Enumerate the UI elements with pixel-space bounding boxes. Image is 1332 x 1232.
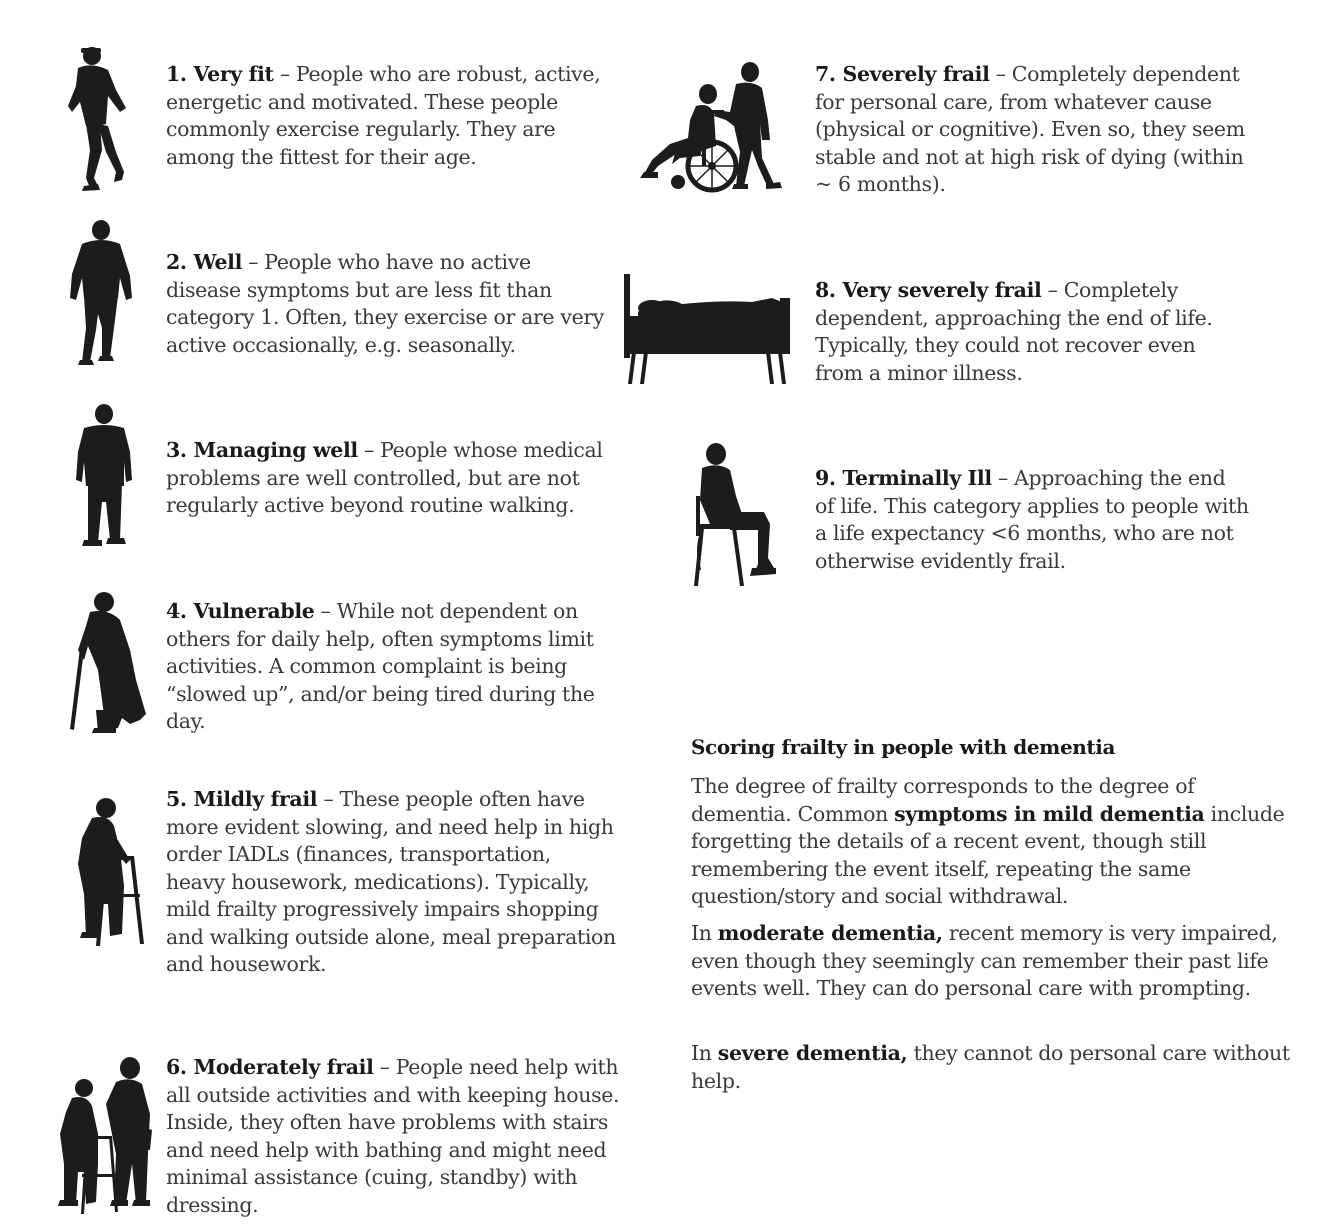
person-in-bed-silhouette-icon bbox=[622, 272, 794, 386]
dementia-heading: Scoring frailty in people with dementia bbox=[691, 735, 1116, 759]
category-9-text: Approaching the end of life. This category applies to people with a life expectancy <6 months, who are not otherwise evidently frail. bbox=[815, 466, 1249, 573]
category-8-description: 8. Very severely frail – Completely dependent, approaching the end of life. Typically, they could not recover even from a minor illness. bbox=[815, 278, 1213, 385]
category-6-title: 6. Moderately frail bbox=[166, 1055, 374, 1079]
walking-man-silhouette-icon bbox=[68, 218, 134, 366]
category-3-description: 3. Managing well – People whose medical problems are well controlled, but are not regularly active beyond routine walking. bbox=[166, 438, 603, 517]
category-4-description: 4. Vulnerable – While not dependent on others for daily help, often symptoms limit activities. A common complaint is being “slowed up”, and/or being tired during the day. bbox=[166, 599, 595, 733]
category-3-text: People whose medical problems are well controlled, but are not regularly active beyond routine walking. bbox=[166, 438, 603, 517]
category-6-description: 6. Moderately frail – People need help with all outside activities and with keeping house. Inside, they often have problems with stairs and need help with bathing and might need minimal assistance (cuing, standby) with dressing. bbox=[166, 1055, 620, 1217]
person-with-cane-silhouette-icon bbox=[66, 590, 148, 734]
category-3-title: 3. Managing well bbox=[166, 438, 358, 462]
seated-man-silhouette-icon bbox=[692, 440, 778, 590]
category-9-title: 9. Terminally Ill bbox=[815, 466, 992, 490]
mild-dementia-emphasis: symptoms in mild dementia bbox=[894, 801, 1205, 826]
person-with-walker-silhouette-icon bbox=[70, 794, 148, 946]
dementia-mild-paragraph: The degree of frailty corresponds to the degree of dementia. Common symptoms in mild dementia include forgetting the details of a recent event, though still remembering the event itself, repeating the same question/story and social withdrawal. bbox=[691, 774, 1285, 908]
category-5-text: These people often have more evident slowing, and need help in high order IADLs (finances, transportation, heavy housework, medications). Typically, mild frailty progressively impairs shopping and walking outside alone, meal preparation and housework. bbox=[166, 787, 616, 976]
standing-man-silhouette-icon bbox=[74, 402, 134, 548]
category-6-text: People need help with all outside activities and with keeping house. Inside, they often have problems with stairs and need help with bathing and might need minimal assistance (cuing, standby) with dressing. bbox=[166, 1055, 620, 1217]
category-7-text: Completely dependent for personal care, from whatever cause (physical or cognitive). Even so, they seem stable and not at high risk of dying (within ~ 6 months). bbox=[815, 62, 1245, 196]
category-2-text: People who have no active disease symptoms but are less fit than category 1. Often, they exercise or are very active occasionally, e.g. seasonally. bbox=[166, 250, 605, 357]
category-4-title: 4. Vulnerable bbox=[166, 599, 315, 623]
dementia-severe-paragraph: In severe dementia, they cannot do personal care without help. bbox=[691, 1041, 1290, 1093]
category-7-title: 7. Severely frail bbox=[815, 62, 990, 86]
category-1-description: 1. Very fit – People who are robust, active, energetic and motivated. These people commonly exercise regularly. They are among the fittest for their age. bbox=[166, 62, 601, 169]
category-5-description: 5. Mildly frail – These people often have more evident slowing, and need help in high order IADLs (finances, transportation, heavy housework, medications). Typically, mild frailty progressively impairs shopping and walking outside alone, meal preparation and housework. bbox=[166, 787, 616, 976]
moderate-dementia-emphasis: moderate dementia, bbox=[717, 921, 943, 945]
category-8-title: 8. Very severely frail bbox=[815, 278, 1042, 302]
severe-dementia-emphasis: severe dementia, bbox=[717, 1041, 908, 1065]
category-8-text: Completely dependent, approaching the end of life. Typically, they could not recover even from a minor illness. bbox=[815, 278, 1213, 385]
category-9-description: 9. Terminally Ill – Approaching the end of life. This category applies to people with a life expectancy <6 months, who are not otherwise evidently frail. bbox=[815, 466, 1249, 573]
category-2-description: 2. Well – People who have no active disease symptoms but are less fit than category 1. Often, they exercise or are very active occasionally, e.g. seasonally. bbox=[166, 250, 605, 357]
runner-silhouette-icon bbox=[64, 46, 130, 192]
dementia-moderate-paragraph: In moderate dementia, recent memory is very impaired, even though they seemingly can remember their past life events well. They can do personal care with prompting. bbox=[691, 921, 1278, 1000]
category-1-title: 1. Very fit bbox=[166, 62, 274, 86]
assisted-walker-silhouette-icon bbox=[58, 1054, 154, 1216]
category-1-text: People who are robust, active, energetic and motivated. These people commonly exercise regularly. They are among the fittest for their age. bbox=[166, 62, 601, 169]
category-7-description: 7. Severely frail – Completely dependent for personal care, from whatever cause (physical or cognitive). Even so, they seem stable and not at high risk of dying (within ~ 6 months). bbox=[815, 62, 1245, 196]
category-2-title: 2. Well bbox=[166, 250, 243, 274]
category-4-text: While not dependent on others for daily help, often symptoms limit activities. A common complaint is being “slowed up”, and/or being tired during the day. bbox=[166, 599, 595, 733]
wheelchair-silhouette-icon bbox=[636, 60, 788, 194]
category-5-title: 5. Mildly frail bbox=[166, 787, 318, 811]
